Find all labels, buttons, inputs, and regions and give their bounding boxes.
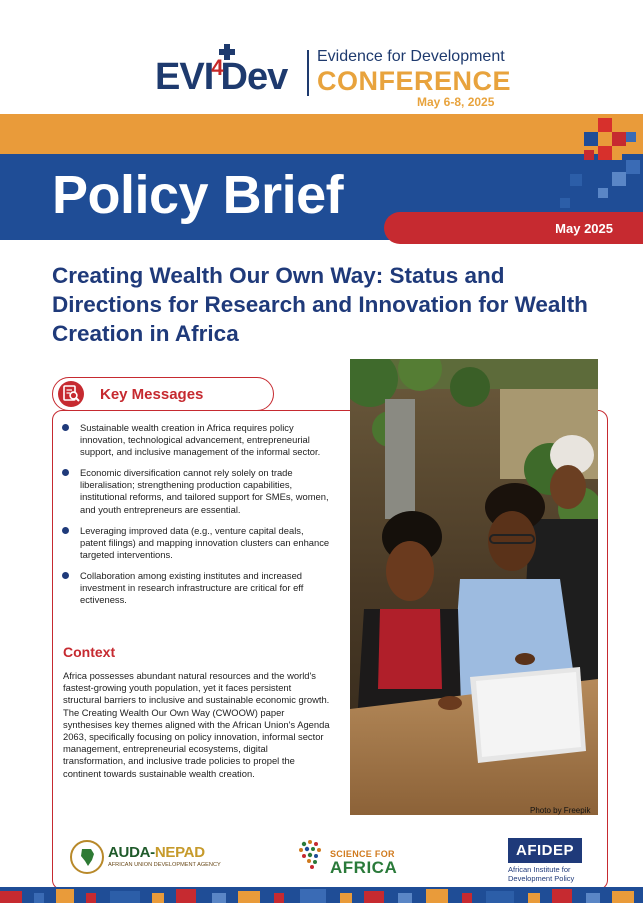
afidep-logo xyxy=(508,838,588,882)
afidep-tagline-1: African Institute for xyxy=(508,865,571,874)
conference-subtitle: Evidence for Development xyxy=(317,48,505,65)
date-pill xyxy=(384,212,643,244)
students-laptop-illustration xyxy=(350,359,598,815)
cover-photo xyxy=(350,359,598,815)
publication-date: May 2025 xyxy=(555,221,613,236)
footer-pattern xyxy=(0,887,643,903)
list-item: Sustainable wealth creation in Africa requires policy innovation, technological advancement, entrepreneurial support, and inclusive management of the informal sector. xyxy=(62,422,330,458)
dotted-africa-icon xyxy=(296,838,332,874)
search-document-icon xyxy=(58,381,84,407)
evi4dev-wordmark: EVI$^4$Dev xyxy=(155,55,288,98)
afidep-tagline-2: Development Policy xyxy=(508,874,575,883)
conference-logo xyxy=(155,44,515,114)
list-item: Leveraging improved data (e.g., venture capital deals, patent filings) and mapping innovation clusters can enhance targeted interventions. xyxy=(62,525,330,561)
bullet-icon xyxy=(62,527,69,534)
bullet-icon xyxy=(62,572,69,579)
auda-nepad-wordmark: AUDA-NEPAD xyxy=(108,844,205,861)
key-messages-heading: Key Messages xyxy=(100,386,204,403)
africa-globe-icon xyxy=(70,840,104,874)
context-body: Africa possesses abundant natural resources and the world's fastest-growing youth population, yet it faces persistent structural barriers to inclusive and sustainable economic growth. The Creating Wealth Our Own Way (CWOOW) paper synthesises key themes aligned with the African Union's Agenda 2063, specifically focusing on policy innovation, informal sector management, entrepreneurial ecosystems, digital transformation, and inclusive trade policies to propel the continent towards sustainable wealth creation. xyxy=(63,670,330,779)
auda-nepad-logo xyxy=(70,840,220,876)
science-for-africa-logo xyxy=(296,838,416,878)
document-title: Creating Wealth Our Own Way: Status and Directions for Research and Innovation for Wealth Creation in Africa xyxy=(52,263,588,346)
orange-band xyxy=(0,114,643,154)
photo-credit: Photo by Freepik xyxy=(530,806,591,815)
key-messages-list xyxy=(62,422,330,615)
context-heading: Context xyxy=(63,644,116,660)
afidep-wordmark: AFIDEP xyxy=(508,838,582,863)
list-item: Economic diversification cannot rely solely on trade liberalisation; strengthening production capabilities, institutional reforms, and tailored support for SMEs, women, and youth entrepreneurs are essential. xyxy=(62,467,330,515)
bullet-icon xyxy=(62,424,69,431)
logo-divider xyxy=(307,50,309,96)
conference-label: CONFERENCE xyxy=(317,66,512,96)
bullet-icon xyxy=(62,469,69,476)
sfa-line2: AFRICA xyxy=(330,858,398,877)
auda-nepad-tagline: AFRICAN UNION DEVELOPMENT AGENCY xyxy=(108,862,221,868)
policy-brief-title: Policy Brief xyxy=(52,165,344,225)
sfa-line1: SCIENCE FOR xyxy=(330,849,395,859)
conference-dates: May 6-8, 2025 xyxy=(417,95,495,109)
list-item: Collaboration among existing institutes and increased investment in research infrastructure are critical for eff ectiveness. xyxy=(62,570,330,606)
